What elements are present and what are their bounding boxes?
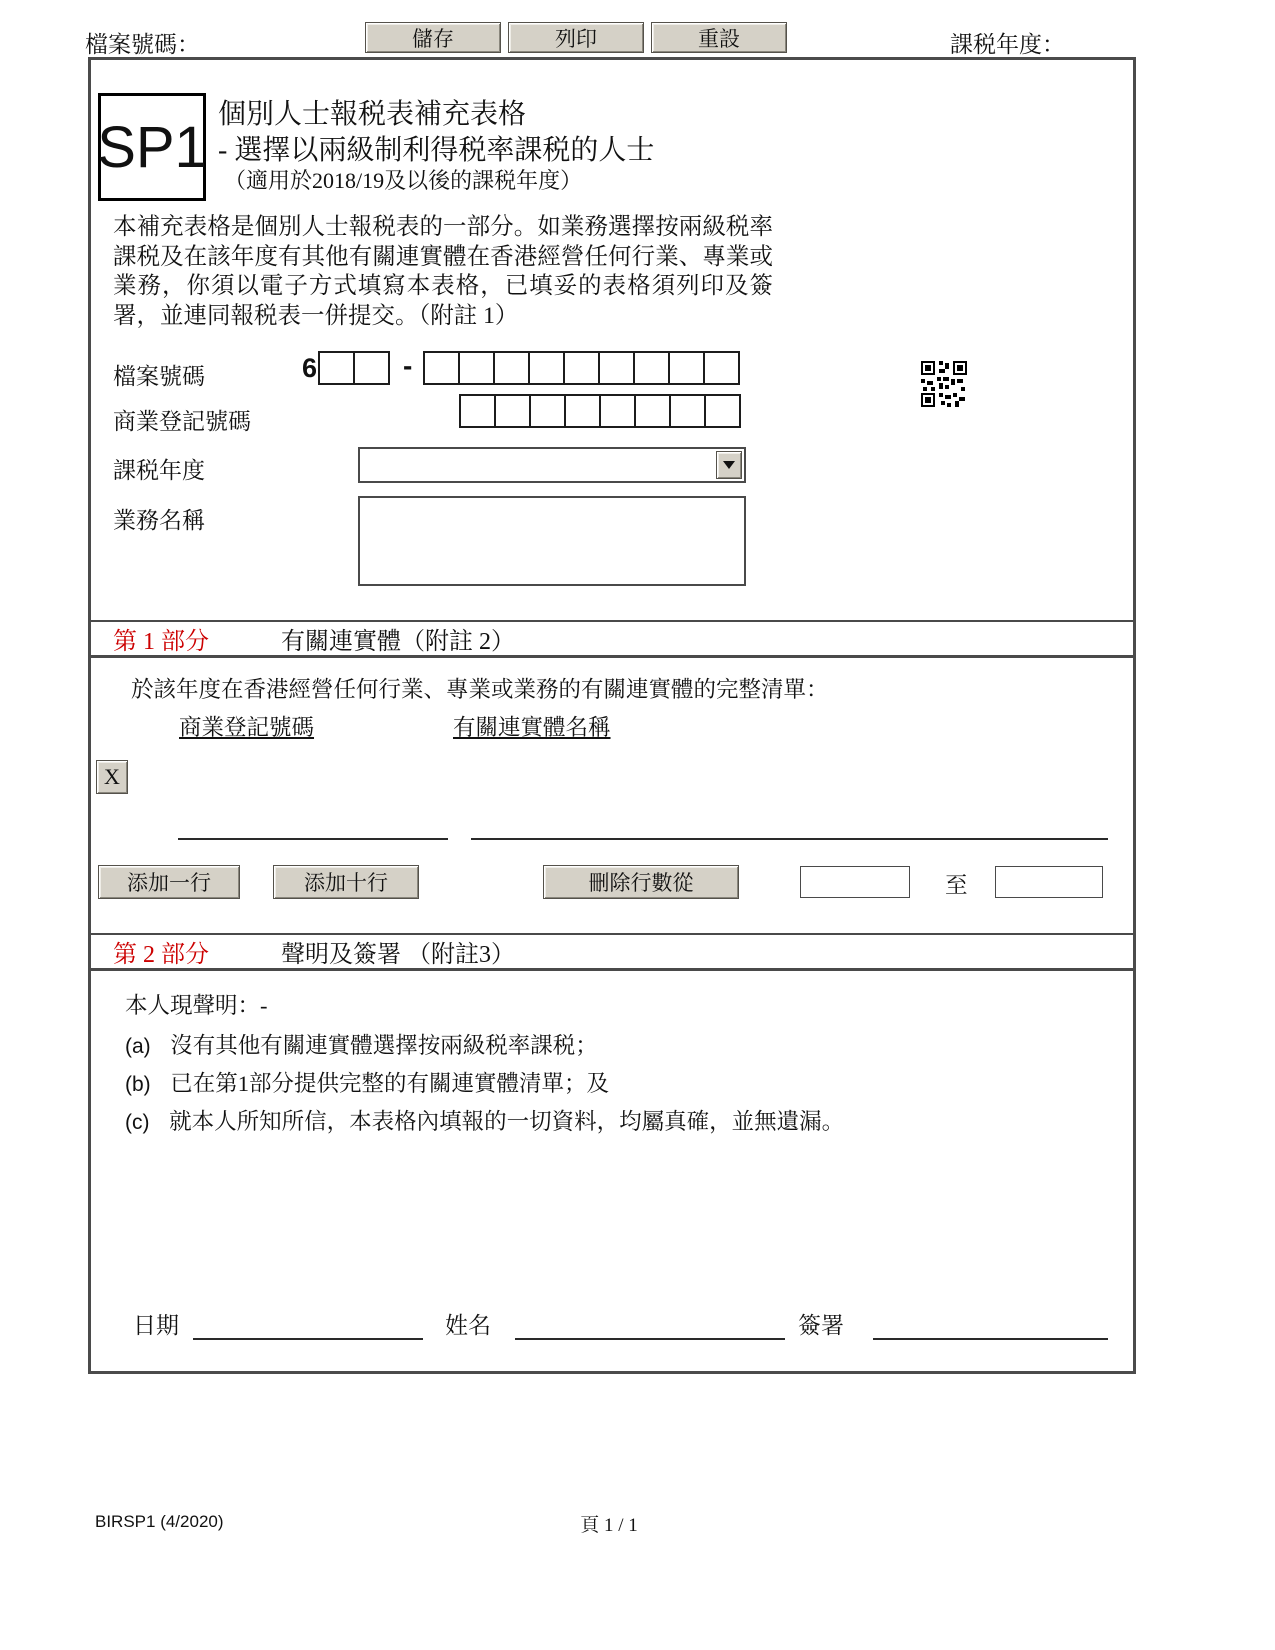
part2-number: 第 2 部分 [113,942,209,968]
digit-cell[interactable] [704,394,741,428]
part2-header [91,933,1133,971]
row-entity-name-field[interactable] [471,812,1108,840]
print-button[interactable]: 列印 [508,22,644,53]
form-code-badge [98,93,206,201]
add-ten-rows-button[interactable]: 添加十行 [273,865,419,899]
delete-rows-from-button[interactable]: 刪除行數從 [543,865,739,899]
digit-cell[interactable] [563,351,600,385]
form-title-line1: 個別人士報税表補充表格 [218,99,527,130]
declaration-marker-c: (c) [125,1111,150,1134]
file-no-separator: - [403,350,413,381]
qr-code [921,361,967,407]
digit-cell[interactable] [318,351,355,385]
brn-label: 商業登記號碼 [113,409,251,434]
declaration-item-c [125,1104,844,1136]
intro-paragraph: 本補充表格是個別人士報税表的一部分。如業務選擇按兩級税率課税及在該年度有其他有關連實體在香港經營任何行業、專業或業務，你須以電子方式填寫本表格，已填妥的表格須列印及簽署，並連同報税表一併提交。（附註 1） [113,214,773,329]
digit-cell[interactable] [633,351,670,385]
part1-number: 第 1 部分 [113,629,209,655]
digit-cell[interactable] [564,394,601,428]
digit-cell[interactable] [353,351,390,385]
combobox-dropdown-button[interactable] [716,451,742,479]
save-button[interactable]: 儲存 [365,22,501,53]
digit-cell[interactable] [423,351,460,385]
declaration-marker-a: (a) [125,1035,151,1058]
delete-to-input[interactable] [995,866,1103,898]
brn-cells [459,394,741,428]
form-container [88,57,1136,1374]
declaration-intro: 本人現聲明：- [125,993,268,1018]
part1-header [91,620,1133,658]
chevron-down-icon [723,461,735,469]
digit-cell[interactable] [493,351,530,385]
declaration-marker-b: (b) [125,1073,151,1096]
date-line [193,1312,423,1340]
declaration-text-b: 已在第1部分提供完整的有關連實體清單；及 [170,1071,610,1096]
name-label: 姓名 [445,1313,491,1338]
to-label: 至 [945,873,968,898]
declaration-item-b [125,1066,609,1098]
file-no-prefix: 6 [302,353,318,383]
name-line [515,1312,785,1340]
form-title-line2: - 選擇以兩級制利得税率課税的人士 [218,135,655,166]
delete-row-button[interactable]: X [96,760,128,794]
column-header-brn: 商業登記號碼 [179,715,315,740]
business-name-label: 業務名稱 [113,508,205,533]
file-no-cells [423,351,740,385]
year-combobox[interactable] [358,447,746,483]
row-brn-field[interactable] [178,812,448,840]
delete-from-input[interactable] [800,866,910,898]
form-code: SP1 [97,114,207,180]
signature-label: 簽署 [798,1313,844,1338]
digit-cell[interactable] [669,394,706,428]
reset-button[interactable]: 重設 [651,22,787,53]
digit-cell[interactable] [668,351,705,385]
digit-cell[interactable] [494,394,531,428]
part1-title: 有關連實體（附註 2） [281,629,515,655]
file-no-label: 檔案號碼 [113,364,205,389]
digit-cell[interactable] [598,351,635,385]
digit-cell[interactable] [458,351,495,385]
top-assessment-year-label: 課税年度： [950,32,1065,57]
year-field-label: 課税年度 [113,458,205,483]
add-one-row-button[interactable]: 添加一行 [98,865,240,899]
declaration-text-a: 沒有其他有關連實體選擇按兩級税率課税； [170,1033,598,1058]
digit-cell[interactable] [634,394,671,428]
signature-line [873,1312,1108,1340]
file-no-prefix-cells [318,351,390,385]
footer-page-number: 頁 1 / 1 [580,1515,638,1536]
declaration-text-c: 就本人所知所信，本表格內填報的一切資料，均屬真確，並無遺漏。 [169,1109,845,1134]
business-name-textarea[interactable] [358,496,746,586]
part2-title: 聲明及簽署 （附註3） [281,942,515,968]
declaration-item-a [125,1028,598,1060]
part1-intro: 於該年度在香港經營任何行業、專業或業務的有關連實體的完整清單： [131,677,829,702]
date-label: 日期 [133,1313,179,1338]
footer-form-ref: BIRSP1 (4/2020) [95,1512,224,1531]
digit-cell[interactable] [529,394,566,428]
digit-cell[interactable] [459,394,496,428]
digit-cell[interactable] [703,351,740,385]
column-header-entity-name: 有關連實體名稱 [453,715,611,740]
digit-cell[interactable] [599,394,636,428]
top-file-number-label: 檔案號碼： [85,32,200,57]
digit-cell[interactable] [528,351,565,385]
form-title-line3: （適用於2018/19及以後的課税年度） [224,168,583,193]
